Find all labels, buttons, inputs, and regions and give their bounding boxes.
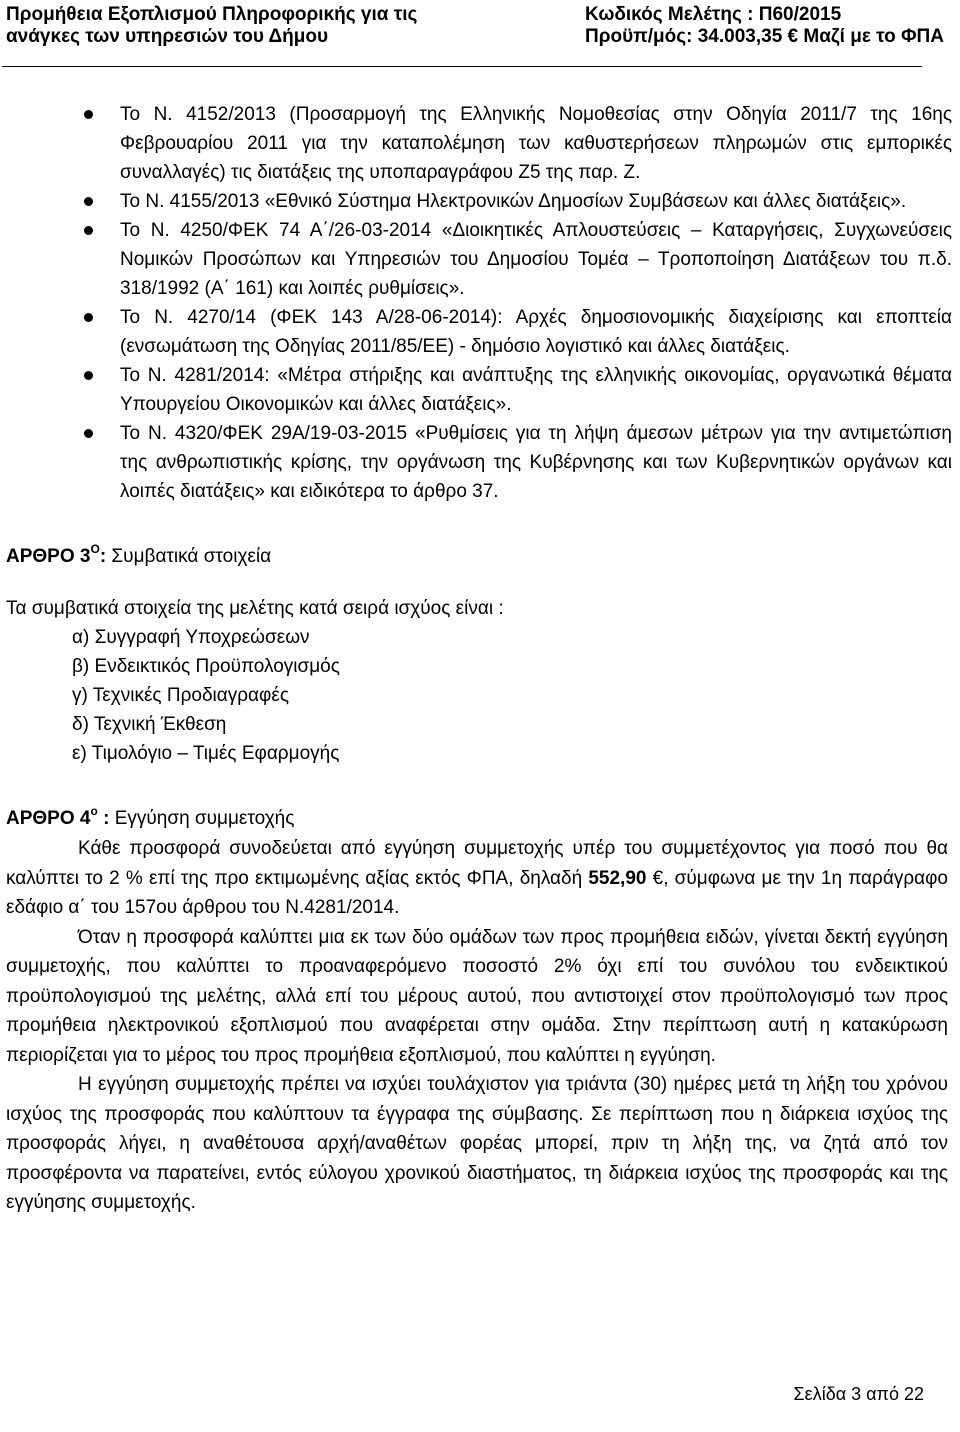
page-number: Σελίδα 3 από 22 bbox=[793, 1384, 924, 1404]
law-item: Το Ν. 4155/2013 «Εθνικό Σύστημα Ηλεκτρονικών Δημοσίων Συμβάσεων και άλλες διατάξεις». bbox=[0, 187, 960, 216]
article4-heading bbox=[0, 796, 960, 834]
guarantee-amount: 552,90 bbox=[588, 867, 647, 889]
bullet-icon bbox=[84, 429, 93, 438]
article4-sup: ο bbox=[90, 804, 98, 818]
article4-label: ΑΡΘΡΟ 4 bbox=[6, 808, 91, 829]
bullet-icon bbox=[84, 313, 93, 322]
article4-colon: : bbox=[97, 808, 110, 829]
article4-paragraph-1: Κάθε προσφορά συνοδεύεται από εγγύηση συμμετοχής υπέρ του συμμετέχοντος για ποσό που θα καλύπτει το 2 % επί της προ εκτιμωμένης αξίας εκτός ΦΠΑ, δηλαδή 552,90 €, σύμφωνα με την 1η παράγραφο εδάφιο α΄ του 157ου άρθρου του Ν.4281/2014. bbox=[6, 838, 948, 918]
article4-title: Εγγύηση συμμετοχής bbox=[109, 808, 295, 829]
law-item: Το Ν. 4320/ΦΕΚ 29Α/19-03-2015 «Ρυθμίσεις για τη λήψη άμεσων μέτρων για την αντιμετώπιση της ανθρωπιστικής κρίσης, την οργάνωση της Κυβέρνησης και των Κυβερνητικών οργάνων και λοιπές διατάξεις» και ειδικότερα το άρθρο 37. bbox=[0, 419, 960, 506]
header-divider bbox=[2, 66, 922, 67]
article3-label: ΑΡΘΡΟ 3 bbox=[6, 546, 91, 567]
law-item: Το Ν. 4152/2013 (Προσαρμογή της Ελληνικής Νομοθεσίας στην Οδηγία 2011/7 της 16ης Φεβρουαρίου 2011 για την καταπολέμηση των καθυστερήσεων πληρωμών στις εμπορικές συναλλαγές) τις διατάξεις της υποπαραγράφου Ζ5 της παρ. Ζ. bbox=[0, 100, 960, 187]
list-item: ε) Τιμολόγιο – Τιμές Εφαρμογής bbox=[72, 743, 340, 764]
bullet-icon bbox=[84, 226, 93, 235]
article3-title: Συμβατικά στοιχεία bbox=[106, 546, 272, 567]
article3-sup: Ο bbox=[90, 542, 100, 556]
article3-intro: Τα συμβατικά στοιχεία της μελέτης κατά σειρά ισχύος είναι : bbox=[6, 598, 504, 619]
header-right-line2: Προϋπ/μός: 34.003,35 € Μαζί με το ΦΠΑ bbox=[585, 26, 944, 47]
list-item: β) Ενδεικτικός Προϋπολογισμός bbox=[72, 656, 340, 677]
header-project-title bbox=[6, 4, 417, 48]
law-list bbox=[0, 100, 960, 506]
law-item: Το Ν. 4250/ΦΕΚ 74 Α΄/26-03-2014 «Διοικητικές Απλουστεύσεις – Καταργήσεις, Συγχωνεύσεις Νομικών Προσώπων και Υπηρεσιών του Δημοσίου Τομέα – Τροποποίηση Διατάξεων του π.δ. 318/1992 (Α΄ 161) και λοιπές ρυθμίσεις». bbox=[0, 216, 960, 303]
article4-paragraph-2: Όταν η προσφορά καλύπτει μια εκ των δύο ομάδων των προς προμήθεια ειδών, γίνεται δεκτή εγγύηση συμμετοχής, που καλύπτει το προαναφερόμενο ποσοστό 2% όχι επί του συνόλου του ενδεικτικού προϋπολογισμού της μελέτης, αλλά επί του μέρους αυτού, που αντιστοιχεί στον προϋπολογισμό των προς προμήθεια ηλεκτρονικού εξοπλισμού που αναφέρεται στην ομάδα. Στην περίπτωση αυτή η κατακύρωση περιορίζεται για το μέρος του προς προμήθεια εξοπλισμού, που καλύπτει η εγγύηση. bbox=[6, 926, 948, 1066]
header-right-line1: Κωδικός Μελέτης : Π60/2015 bbox=[585, 4, 842, 25]
header-left-line1: Προμήθεια Εξοπλισμού Πληροφορικής για τις bbox=[6, 4, 418, 25]
header-left-line2: ανάγκες των υπηρεσιών του Δήμου bbox=[6, 26, 329, 47]
list-item: δ) Τεχνική Έκθεση bbox=[72, 714, 227, 735]
contract-items-list bbox=[0, 623, 960, 768]
law-item: Το Ν. 4281/2014: «Μέτρα στήριξης και ανάπτυξης της ελληνικής οικονομίας, οργανωτικά θέματα Υπουργείου Οικονομικών και άλλες διατάξεις». bbox=[0, 361, 960, 419]
page-header bbox=[0, 0, 960, 70]
bullet-icon bbox=[84, 110, 93, 119]
article3-heading bbox=[0, 534, 960, 572]
bullet-icon bbox=[84, 371, 93, 380]
law-item: Το Ν. 4270/14 (ΦΕΚ 143 Α/28-06-2014): Αρχές δημοσιονομικής διαχείρισης και εποπτεία (ενσωμάτωση της Οδηγίας 2011/85/ΕΕ) - δημόσιο λογιστικό και άλλες διατάξεις. bbox=[0, 303, 960, 361]
bullet-icon bbox=[84, 197, 93, 206]
header-project-info bbox=[585, 4, 944, 48]
article3-colon: : bbox=[99, 546, 107, 567]
article4-paragraph-3: Η εγγύηση συμμετοχής πρέπει να ισχύει τουλάχιστον για τριάντα (30) ημέρες μετά τη λήξη του χρόνου ισχύος της προσφοράς που καλύπτουν τα έγγραφα της σύμβασης. Σε περίπτωση που η διάρκεια ισχύος της προσφοράς λήγει, η αναθέτουσα αρχή/αναθέτων φορέας μπορεί, πριν τη λήξη της, να ζητά από τον προσφέροντα να παρατείνει, εντός εύλογου χρονικού διαστήματος, τη διάρκεια ισχύος της προσφοράς και της εγγύησης συμμετοχής. bbox=[6, 1074, 948, 1213]
list-item: γ) Τεχνικές Προδιαγραφές bbox=[72, 685, 289, 706]
document-body bbox=[0, 100, 960, 1218]
list-item: α) Συγγραφή Υποχρεώσεων bbox=[72, 627, 310, 648]
